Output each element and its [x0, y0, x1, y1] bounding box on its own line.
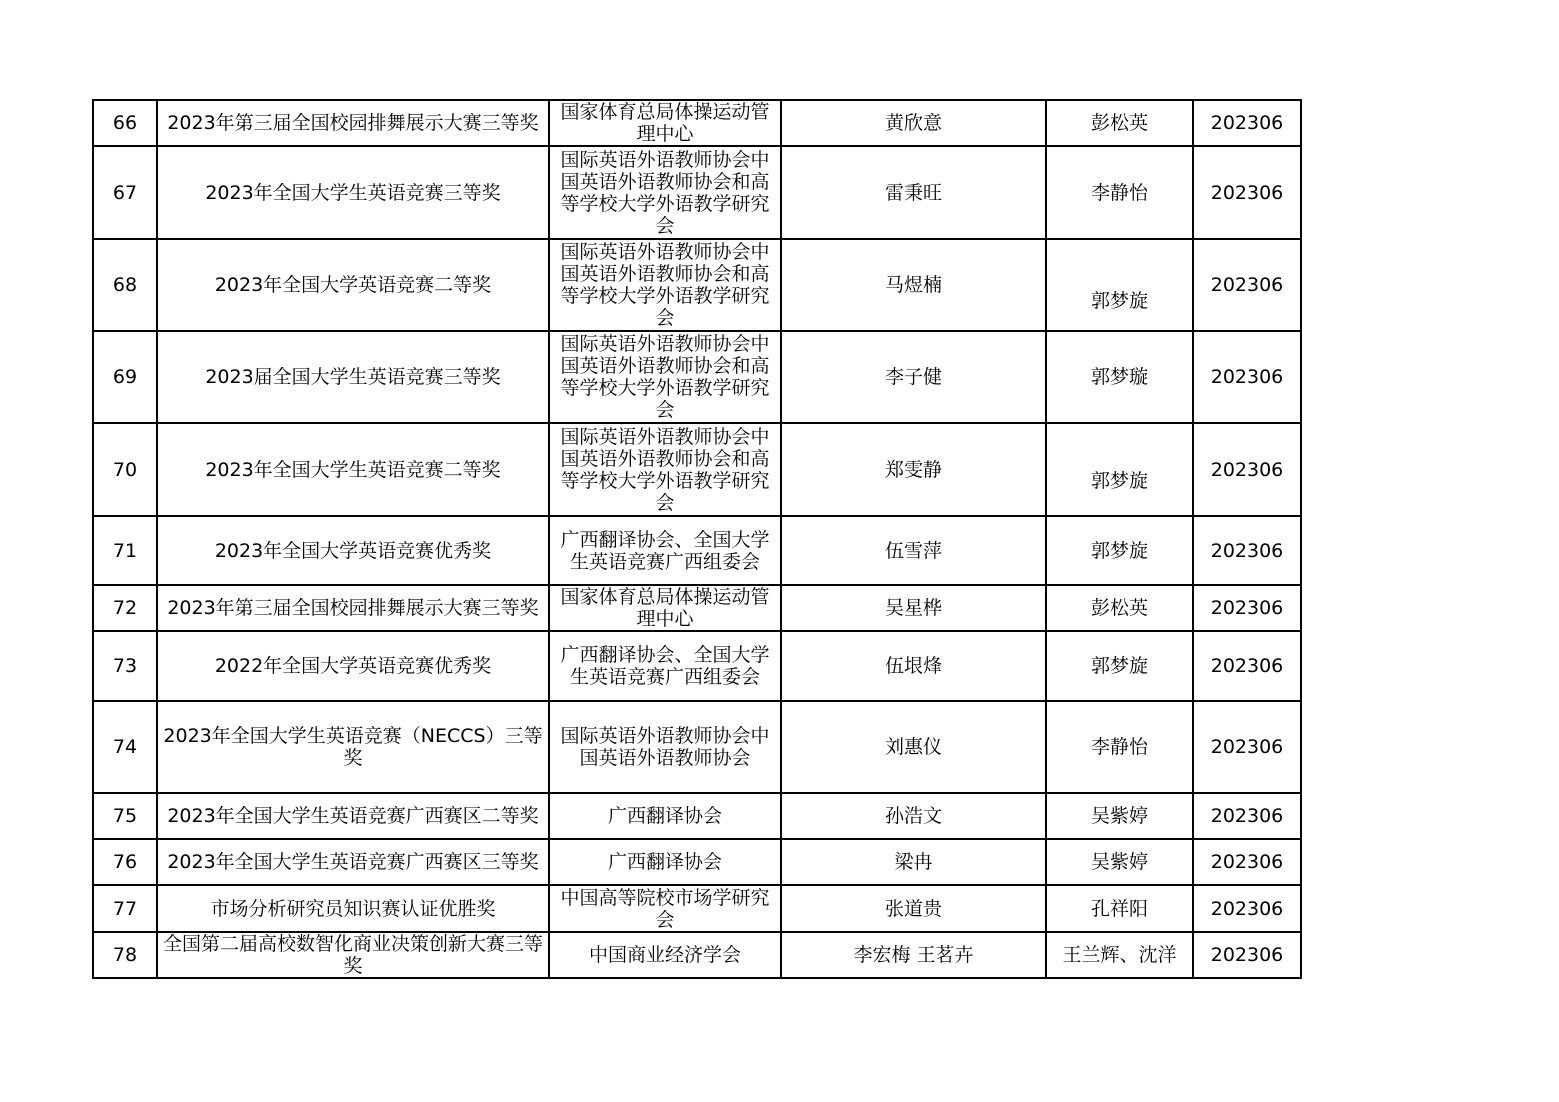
teacher-name: 李静怡	[1046, 146, 1193, 239]
table-row	[93, 516, 1301, 585]
award-name: 2023年全国大学生英语竞赛（NECCS）三等奖	[157, 701, 549, 793]
table-row	[93, 793, 1301, 839]
organizer: 广西翻译协会、全国大学生英语竞赛广西组委会	[549, 631, 781, 701]
table-row	[93, 631, 1301, 701]
table-row	[93, 932, 1301, 978]
table-row	[93, 585, 1301, 631]
table-row	[93, 331, 1301, 423]
award-name: 2023年全国大学生英语竞赛三等奖	[157, 146, 549, 239]
teacher-name: 孔祥阳	[1046, 885, 1193, 932]
row-number: 72	[93, 585, 157, 631]
award-name: 2023年全国大学生英语竞赛广西赛区三等奖	[157, 839, 549, 885]
table-row	[93, 146, 1301, 239]
table-row	[93, 701, 1301, 793]
award-name: 2023年全国大学生英语竞赛二等奖	[157, 423, 549, 516]
table-row	[93, 239, 1301, 331]
award-date: 202306	[1193, 585, 1301, 631]
teacher-name: 吴紫婷	[1046, 793, 1193, 839]
student-name: 梁冉	[781, 839, 1046, 885]
student-name: 李宏梅 王茗卉	[781, 932, 1046, 978]
award-date: 202306	[1193, 932, 1301, 978]
student-name: 伍垠烽	[781, 631, 1046, 701]
award-name: 2023届全国大学生英语竞赛三等奖	[157, 331, 549, 423]
award-date: 202306	[1193, 701, 1301, 793]
award-date: 202306	[1193, 793, 1301, 839]
teacher-name: 吴紫婷	[1046, 839, 1193, 885]
student-name: 雷秉旺	[781, 146, 1046, 239]
award-date: 202306	[1193, 100, 1301, 146]
organizer: 广西翻译协会、全国大学生英语竞赛广西组委会	[549, 516, 781, 585]
award-name: 2023年全国大学英语竞赛二等奖	[157, 239, 549, 331]
row-number: 68	[93, 239, 157, 331]
row-number: 75	[93, 793, 157, 839]
organizer: 国家体育总局体操运动管理中心	[549, 100, 781, 146]
teacher-name: 彭松英	[1046, 585, 1193, 631]
student-name: 伍雪萍	[781, 516, 1046, 585]
awards-table	[92, 99, 1302, 979]
teacher-name: 郭梦璇	[1046, 331, 1193, 423]
organizer: 广西翻译协会	[549, 839, 781, 885]
teacher-name: 郭梦旋	[1046, 516, 1193, 585]
award-date: 202306	[1193, 885, 1301, 932]
row-number: 76	[93, 839, 157, 885]
row-number: 78	[93, 932, 157, 978]
award-date: 202306	[1193, 423, 1301, 516]
student-name: 吴星桦	[781, 585, 1046, 631]
row-number: 77	[93, 885, 157, 932]
teacher-name: 王兰辉、沈洋	[1046, 932, 1193, 978]
teacher-name: 郭梦旋	[1046, 631, 1193, 701]
teacher-name: 郭梦旋	[1046, 239, 1193, 331]
teacher-name: 彭松英	[1046, 100, 1193, 146]
organizer: 广西翻译协会	[549, 793, 781, 839]
student-name: 刘惠仪	[781, 701, 1046, 793]
table-row	[93, 839, 1301, 885]
award-name: 2023年第三届全国校园排舞展示大赛三等奖	[157, 585, 549, 631]
row-number: 73	[93, 631, 157, 701]
organizer: 国际英语外语教师协会中国英语外语教师协会和高等学校大学外语教学研究会	[549, 239, 781, 331]
teacher-name: 李静怡	[1046, 701, 1193, 793]
award-date: 202306	[1193, 331, 1301, 423]
student-name: 黄欣意	[781, 100, 1046, 146]
award-date: 202306	[1193, 631, 1301, 701]
row-number: 74	[93, 701, 157, 793]
row-number: 67	[93, 146, 157, 239]
organizer: 国际英语外语教师协会中国英语外语教师协会	[549, 701, 781, 793]
row-number: 69	[93, 331, 157, 423]
award-date: 202306	[1193, 239, 1301, 331]
award-date: 202306	[1193, 839, 1301, 885]
organizer: 国际英语外语教师协会中国英语外语教师协会和高等学校大学外语教学研究会	[549, 331, 781, 423]
student-name: 张道贵	[781, 885, 1046, 932]
award-name: 市场分析研究员知识赛认证优胜奖	[157, 885, 549, 932]
student-name: 孙浩文	[781, 793, 1046, 839]
organizer: 国际英语外语教师协会中国英语外语教师协会和高等学校大学外语教学研究会	[549, 146, 781, 239]
row-number: 70	[93, 423, 157, 516]
table-row	[93, 885, 1301, 932]
award-name: 2022年全国大学英语竞赛优秀奖	[157, 631, 549, 701]
organizer: 中国高等院校市场学研究会	[549, 885, 781, 932]
award-name: 2023年全国大学生英语竞赛广西赛区二等奖	[157, 793, 549, 839]
table-row	[93, 100, 1301, 146]
row-number: 66	[93, 100, 157, 146]
teacher-name: 郭梦旋	[1046, 423, 1193, 516]
award-name: 全国第二届高校数智化商业决策创新大赛三等奖	[157, 932, 549, 978]
table-row	[93, 423, 1301, 516]
organizer: 中国商业经济学会	[549, 932, 781, 978]
award-name: 2023年第三届全国校园排舞展示大赛三等奖	[157, 100, 549, 146]
organizer: 国家体育总局体操运动管理中心	[549, 585, 781, 631]
student-name: 马煜楠	[781, 239, 1046, 331]
row-number: 71	[93, 516, 157, 585]
award-name: 2023年全国大学英语竞赛优秀奖	[157, 516, 549, 585]
organizer: 国际英语外语教师协会中国英语外语教师协会和高等学校大学外语教学研究会	[549, 423, 781, 516]
award-date: 202306	[1193, 516, 1301, 585]
award-date: 202306	[1193, 146, 1301, 239]
student-name: 郑雯静	[781, 423, 1046, 516]
student-name: 李子健	[781, 331, 1046, 423]
